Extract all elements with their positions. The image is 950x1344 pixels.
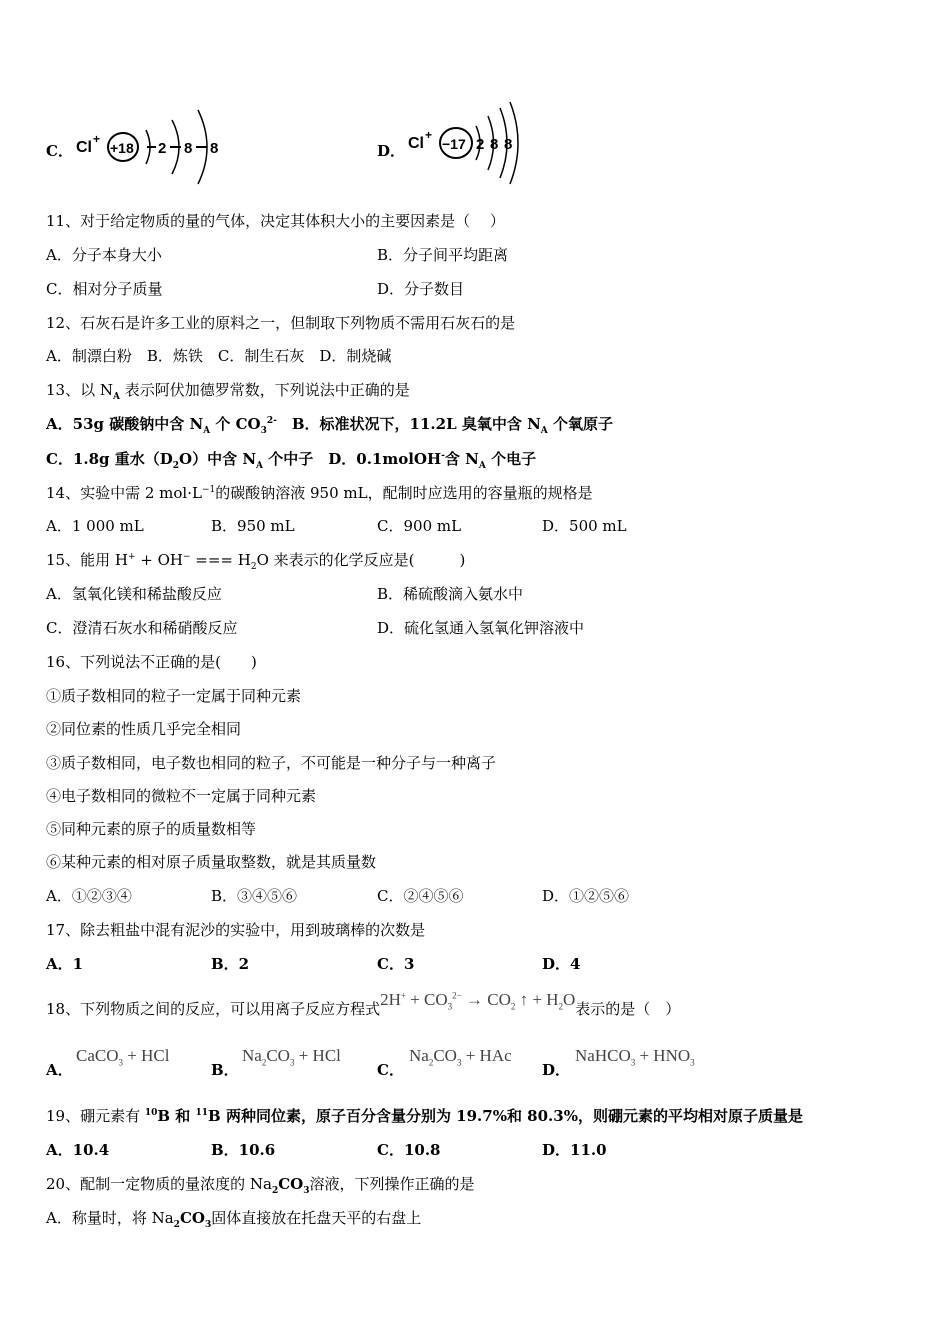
q16-stem: 16、下列说法不正确的是( ): [46, 653, 257, 671]
q11-stem: 11、对于给定物质的量的气体，决定其体积大小的主要因素是（ ）: [46, 212, 505, 230]
q16-option-d: D．①②⑤⑥: [542, 887, 630, 905]
q20-stem: 20、配制一定物质的量浓度的 $Na_2CO_3$溶液，下列操作正确的是: [46, 1175, 475, 1196]
q18-option-c: $Na_2CO_3$ + HAc: [409, 1046, 512, 1068]
q11-option-b: B．分子间平均距离: [377, 246, 509, 264]
q18-stem: 18、下列物质之间的反应，可以用离子反应方程式$2H^+ + CO_3^{2-} \to CO_2$ ↑ + $H_2O$表示的是（ ）: [46, 990, 681, 1018]
q14-option-b: B．950 mL: [211, 517, 295, 535]
shell-electrons: 8: [504, 136, 513, 153]
q18-option-b-letter: B．: [211, 1061, 239, 1079]
q18-option-d-letter: D．: [542, 1061, 571, 1079]
q15-option-c: C．澄清石灰水和稀硝酸反应: [46, 619, 238, 637]
q14-option-d: D．500 mL: [542, 517, 627, 535]
q17-option-b: B．2: [211, 955, 250, 973]
q17-option-d: D．4: [542, 955, 581, 973]
q15-option-b: B．稀硫酸滴入氨水中: [377, 585, 524, 603]
q11-option-a: A．分子本身大小: [46, 246, 162, 264]
q16-option-c: C．②④⑤⑥: [377, 887, 464, 905]
q13-stem: 13、以 $N_A$ 表示阿伏加德罗常数，下列说法中正确的是: [46, 381, 410, 402]
q10-option-c-diagram: [74, 100, 244, 185]
q17-option-a: A．1: [46, 955, 84, 973]
q10-option-d-letter: D．: [377, 142, 406, 160]
q19-option-d: D．11.0: [542, 1141, 607, 1159]
q16-statement: ①质子数相同的粒子一定属于同种元素: [46, 687, 302, 705]
q12-stem: 12、石灰石是许多工业的原料之一，但制取下列物质不需用石灰石的是: [46, 314, 516, 332]
q12-options: A．制漂白粉 B．炼铁 C．制生石灰 D．制烧碱: [46, 347, 392, 365]
ion-symbol: Cl: [408, 135, 424, 152]
q14-stem: 14、实验中需 2 $mol\cdot L^{-1}$的碳酸钠溶液 950 mL，配制时应选用的容量瓶的规格是: [46, 484, 593, 502]
q15-option-a: A．氢氧化镁和稀盐酸反应: [46, 585, 222, 603]
q15-stem: 15、能用 H+ + OH− === $H_2O$ 来表示的化学反应是( ): [46, 551, 466, 572]
q16-statement: ③质子数相同，电子数也相同的粒子，不可能是一种分子与一种离子: [46, 754, 497, 772]
q18-ionic-equation: $2H^+ + CO_3^{2-} \to CO_2$ ↑ + $H_2O$: [380, 990, 576, 1012]
q10-option-d-diagram: [406, 96, 536, 186]
ion-symbol: Cl: [76, 139, 92, 156]
q18-option-c-letter: C．: [377, 1061, 404, 1079]
q17-stem: 17、除去粗盐中混有泥沙的实验中，用到玻璃棒的次数是: [46, 921, 426, 939]
nucleus-charge: −17: [442, 136, 466, 152]
q18-option-b: $Na_2CO_3$ + HCl: [242, 1046, 341, 1068]
q11-option-c: C．相对分子质量: [46, 280, 163, 298]
shell-electrons: 8: [210, 140, 219, 157]
q16-option-b: B．③④⑤⑥: [211, 887, 298, 905]
q19-option-c: C．10.8: [377, 1141, 441, 1159]
q13-options-cd: C．1.8g 重水$(D_2O)$中含 $N_A$ 个中子 D．0.1molOH-含 $N_A$ 个电子: [46, 450, 537, 471]
q17-option-c: C．3: [377, 955, 415, 973]
q13-options-ab: A．53g 碳酸钠中含 $N_A$ 个 $CO_3^{2-}$ B．标准状况下，11.2L 臭氧中含 $N_A$ 个氧原子: [46, 415, 614, 436]
q15-option-d: D．硫化氢通入氢氧化钾溶液中: [377, 619, 585, 637]
shell-electrons: 8: [184, 140, 193, 157]
nucleus-charge: +18: [110, 140, 134, 156]
ion-charge: +: [425, 128, 433, 142]
q19-option-b: B．10.6: [211, 1141, 276, 1159]
q16-statement: ②同位素的性质几乎完全相同: [46, 720, 242, 738]
q14-option-c: C．900 mL: [377, 517, 462, 535]
q16-statement: ⑥某种元素的相对原子质量取整数，就是其质量数: [46, 853, 377, 871]
q19-option-a: A．10.4: [46, 1141, 110, 1159]
q20-option-a: A．称量时，将 $Na_2CO_3$固体直接放在托盘天平的右盘上: [46, 1209, 422, 1230]
q16-statement: ④电子数相同的微粒不一定属于同种元素: [46, 787, 317, 805]
shell-electrons: 2: [158, 140, 167, 157]
q19-stem: 19、硼元素有 $^{10}$B 和 $^{11}$B 两种同位素，原子百分含量分别为 19.7%和 80.3%，则硼元素的平均相对原子质量是: [46, 1107, 803, 1125]
q10-option-c-letter: C．: [46, 142, 73, 160]
q11-option-d: D．分子数目: [377, 280, 465, 298]
ion-charge: +: [93, 132, 101, 146]
shell-electrons: 8: [490, 136, 499, 153]
shell-electrons: 2: [476, 136, 485, 153]
q14-option-a: A．1 000 mL: [46, 517, 144, 535]
q16-statement: ⑤同种元素的原子的质量数相等: [46, 820, 257, 838]
q18-option-a: CaCO$_3$ + HCl: [76, 1046, 170, 1068]
q18-option-d: NaHCO$_3$ + $HNO_3$: [575, 1046, 695, 1068]
q18-option-a-letter: A．: [46, 1061, 73, 1079]
q16-option-a: A．①②③④: [46, 887, 132, 905]
